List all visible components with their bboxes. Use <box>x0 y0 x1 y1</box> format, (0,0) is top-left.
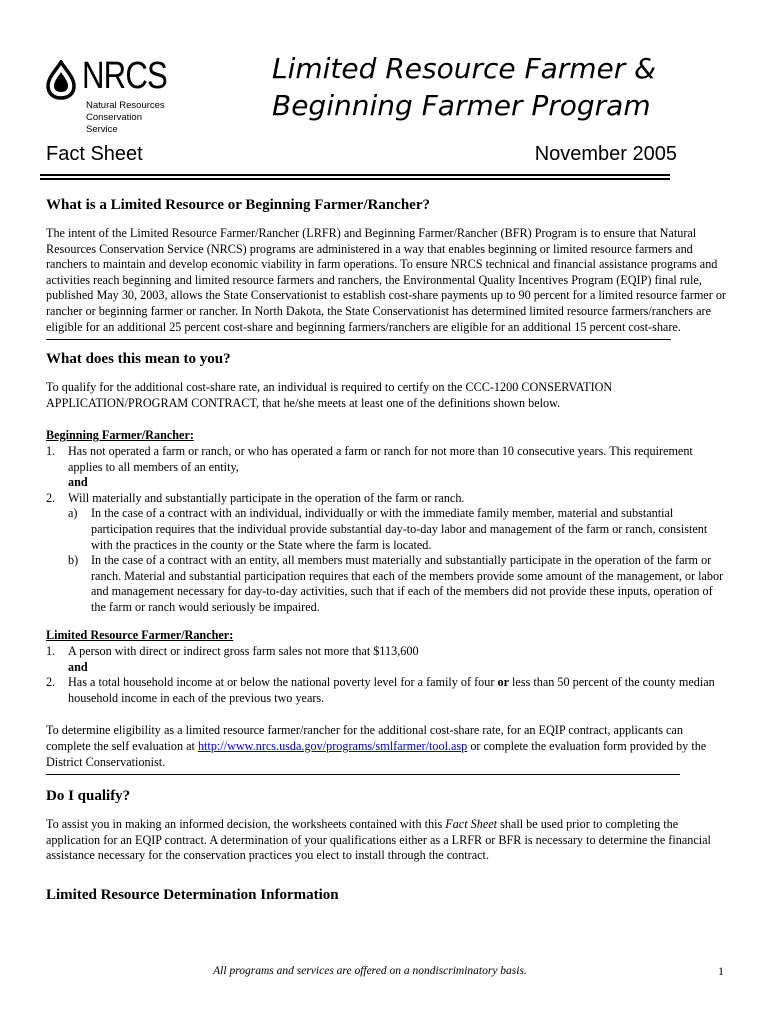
and-connector: and <box>68 475 88 490</box>
lrfr-subheading: Limited Resource Farmer/Rancher: <box>46 628 234 643</box>
fact-sheet-label: Fact Sheet <box>46 143 143 165</box>
logo-subtitle-line2: Conservation Service <box>86 112 142 135</box>
eligibility-paragraph <box>46 723 726 770</box>
section-body-what-is: The intent of the Limited Resource Farmer/Rancher (LRFR) and Beginning Farmer/Rancher (BFR) Program is to ensure that Natural Resources Conservation Service (NRCS) programs are administered in a way that enables beginning or limited resource farmers and ranchers to maintain and develop economic viability in farm operations. To ensure NRCS technical and financial assistance programs and activities reach beginning and limited resource farmers and ranchers, the Environmental Quality Incentives Program (EQIP) final rule, published May 30, 2003, allows the State Conservationist to establish cost-share payments up to 90 percent for a limited resource farmer or rancher or beginning farmer or rancher. In North Dakota, the State Conservationist has determined limited resource farmers/ranchers are eligible for an additional 25 percent cost-share and beginning farmers/ranchers are eligible for an additional 15 percent cost-share. <box>46 226 726 334</box>
bfr-sublist <box>68 506 726 615</box>
document-body <box>46 196 726 916</box>
logo-subtitle <box>86 100 174 136</box>
section-heading-limited-resource: Limited Resource Determination Information <box>46 887 339 903</box>
list-item-text: Has a total household income at or below the national poverty level for a family of four <box>68 675 498 690</box>
eligibility-text: or complete the evaluation form provided by the District Conservationist. <box>46 739 707 769</box>
sublist-item <box>68 553 726 615</box>
list-item <box>46 644 726 675</box>
logo-wordmark: NRCS <box>82 55 168 97</box>
qualify-paragraph <box>46 817 726 864</box>
title-line-2: Beginning Farmer Program <box>272 89 651 122</box>
list-item <box>46 675 726 706</box>
water-drop-icon <box>44 60 78 100</box>
bfr-list <box>46 444 726 616</box>
section-heading-what-means: What does this mean to you? <box>46 351 231 368</box>
qualify-intro: To qualify for the additional cost-share rate, an individual is required to certify on the CCC-1200 CONSERVATION APPLICATION/PROGRAM CONTRACT, that he/she meets at least one of the definitions shown below. <box>46 380 613 410</box>
list-number: 2. <box>46 675 56 690</box>
header-divider <box>40 174 670 180</box>
bfr-subheading: Beginning Farmer/Rancher: <box>46 428 194 443</box>
section-divider <box>46 774 680 775</box>
qualify-text: To assist you in making an informed decision, the worksheets contained with this <box>46 817 446 832</box>
list-number: 2. <box>46 490 56 505</box>
self-evaluation-link[interactable]: http://www.nrcs.usda.gov/programs/smlfarmer/tool.asp <box>197 739 468 754</box>
list-item-text: Will materially and substantially participate in the operation of the farm or ranch. <box>68 490 465 505</box>
eligibility-text: To determine eligibility as a limited resource farmer/rancher for the additional cost-share rate, for an EQIP contract, applicants can complete the self evaluation at <box>46 723 683 754</box>
nrcs-logo <box>44 55 174 135</box>
publication-date: November 2005 <box>534 143 677 165</box>
section-heading-qualify: Do I qualify? <box>46 788 131 805</box>
list-item-text: A person with direct or indirect gross farm sales not more that $113,600 <box>68 644 419 659</box>
title-line-1: Limited Resource Farmer & <box>272 52 657 85</box>
list-number: 1. <box>46 443 56 458</box>
section-heading-what-is: What is a Limited Resource or Beginning Farmer/Rancher? <box>46 197 430 213</box>
qualify-text: shall be used prior to completing the application for an EQIP contract. A determination of your qualifications either as a LRFR or BFR is necessary to determine the financial assistance necessary for the conservation practices you elect to install through the contract. <box>46 817 711 863</box>
or-emphasis: or <box>497 675 509 690</box>
sublist-item-text: In the case of a contract with an entity, all members must materially and substantially participate in the operation of the farm or ranch. Material and substantial participation requires that each of the members provide some amount of the management, or labor and management necessary for day-to-day activities, such that if each of the members did not provide these inputs, operation of the farm or ranch would seriously be impaired. <box>91 553 724 614</box>
lrfr-list <box>46 644 726 706</box>
sublist-letter: b) <box>68 553 79 568</box>
fact-sheet-emphasis: Fact Sheet <box>445 817 498 832</box>
page-number: 1 <box>718 964 724 978</box>
logo-subtitle-line1: Natural Resources <box>86 100 165 111</box>
document-title <box>272 50 656 124</box>
footer-disclaimer: All programs and services are offered on a nondiscriminatory basis. <box>213 965 527 977</box>
sublist-item <box>68 506 726 553</box>
list-item <box>46 491 726 616</box>
sublist-letter: a) <box>68 506 78 521</box>
list-number: 1. <box>46 644 56 659</box>
list-item <box>46 444 726 491</box>
and-connector: and <box>68 659 88 674</box>
list-item-text: Has not operated a farm or ranch, or who has operated a farm or ranch for not more than 10 consecutive years. This requirement applies to all members of an entity, <box>68 443 693 474</box>
sublist-item-text: In the case of a contract with an individual, individually or with the immediate family member, material and substantial participation requires that the individual provide substantial day-to-day labor and management of the farm or ranch, consistent with the practices in the county or the State where the farm is located. <box>91 506 708 552</box>
section-divider <box>46 339 671 340</box>
list-item-text: less than 50 percent of the county median household income in each of the previous two years. <box>68 675 715 705</box>
